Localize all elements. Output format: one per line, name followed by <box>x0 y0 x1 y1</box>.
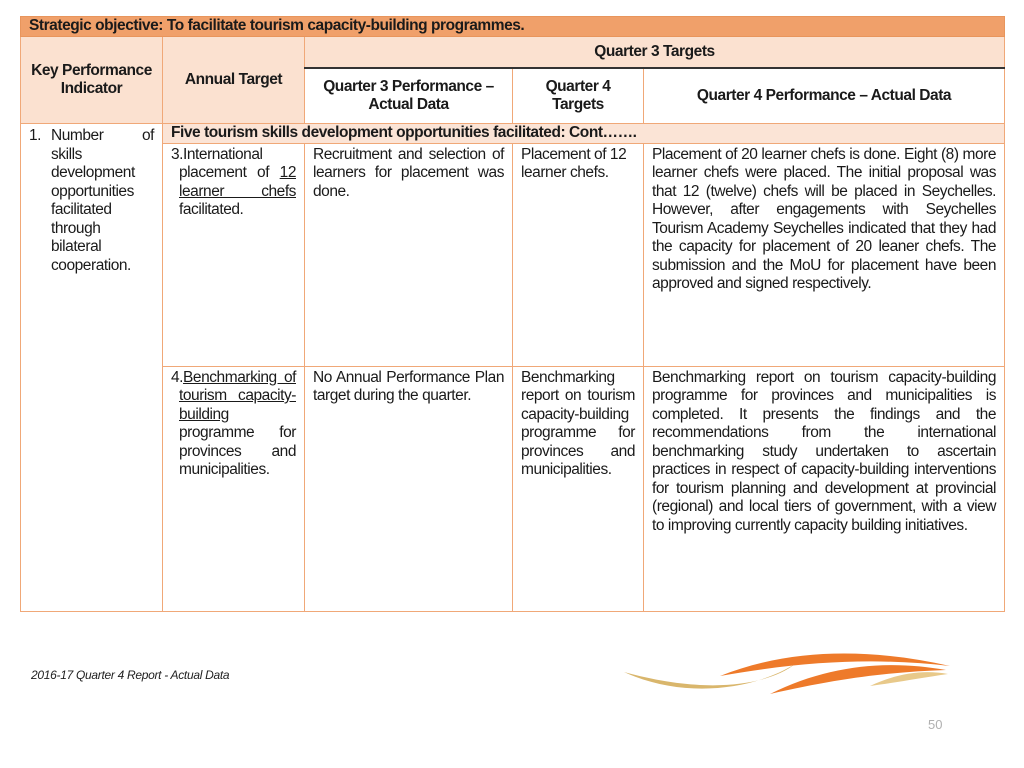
annual-target-suffix: facilitated. <box>179 201 244 218</box>
objective-row <box>21 17 1005 37</box>
footer-note: 2016-17 Quarter 4 Report - Actual Data <box>31 668 230 682</box>
header-row <box>21 37 1005 69</box>
annual-target-prefix: 4. <box>171 368 184 386</box>
annual-target-prefix: 3.International placement of <box>171 145 280 181</box>
q4-target-cell: Benchmarking report on tourism capacity-building programme for provinces and municipalities. <box>513 366 644 611</box>
page-number: 50 <box>928 717 943 732</box>
header-q3-performance: Quarter 3 Performance – Actual Data <box>305 68 513 124</box>
q4-performance-cell: Placement of 20 learner chefs is done. Eight (8) more learner chefs were placed. The initial proposal was that 12 (twelve) chefs will be placed in Seychelles. However, after engagements with Seychelles Tourism Academy Seychelles indicated that they had the capacity for placement of 20 leaner chefs. The submission and the MoU for placement have been approved and signed respectively. <box>644 143 1005 366</box>
kpi-report-table <box>20 16 1005 612</box>
header-q4-performance: Quarter 4 Performance – Actual Data <box>644 68 1005 124</box>
annual-target-suffix: programme for provinces and municipalities. <box>179 424 296 478</box>
kpi-cell <box>21 124 163 612</box>
logo-orange-swoosh-lower <box>770 665 946 694</box>
header-q4-targets: Quarter 4 Targets <box>513 68 644 124</box>
annual-target-cell <box>163 143 305 366</box>
annual-target-cell <box>163 366 305 611</box>
header-annual-target: Annual Target <box>163 37 305 124</box>
strategic-objective: Strategic objective: To facilitate tourism capacity-building programmes. <box>21 17 1005 37</box>
q4-performance-cell: Benchmarking report on tourism capacity-building programme for provinces and municipalities is completed. It presents the findings and the recommendations from the international benchmarking study undertaken to ascertain practices in respect of capacity-building interventions for tourism planning and development at provincial (regional) and local tiers of government, with a view to improving currently capacity building initiatives. <box>644 366 1005 611</box>
table-row <box>21 143 1005 366</box>
q4-target-cell: Placement of 12 learner chefs. <box>513 143 644 366</box>
section-heading: Five tourism skills development opportunities facilitated: Cont……. <box>163 124 1005 144</box>
q3-performance-cell: Recruitment and selection of learners for placement was done. <box>305 143 513 366</box>
kpi-text: Number of skills development opportunities facilitated through bilateral cooperation. <box>51 127 154 274</box>
swoosh-logo <box>620 650 950 702</box>
annual-target-underlined: Benchmarking of tourism capacity-building <box>179 368 296 423</box>
header-kpi: Key Performance Indicator <box>21 37 163 124</box>
header-q3-targets: Quarter 3 Targets <box>305 37 1005 69</box>
q3-performance-cell: No Annual Performance Plan target during the quarter. <box>305 366 513 611</box>
kpi-number: 1. <box>29 127 42 144</box>
table-row <box>21 366 1005 611</box>
section-heading-row <box>21 124 1005 144</box>
annual-target-underlined: 12 learner chefs <box>179 164 296 200</box>
